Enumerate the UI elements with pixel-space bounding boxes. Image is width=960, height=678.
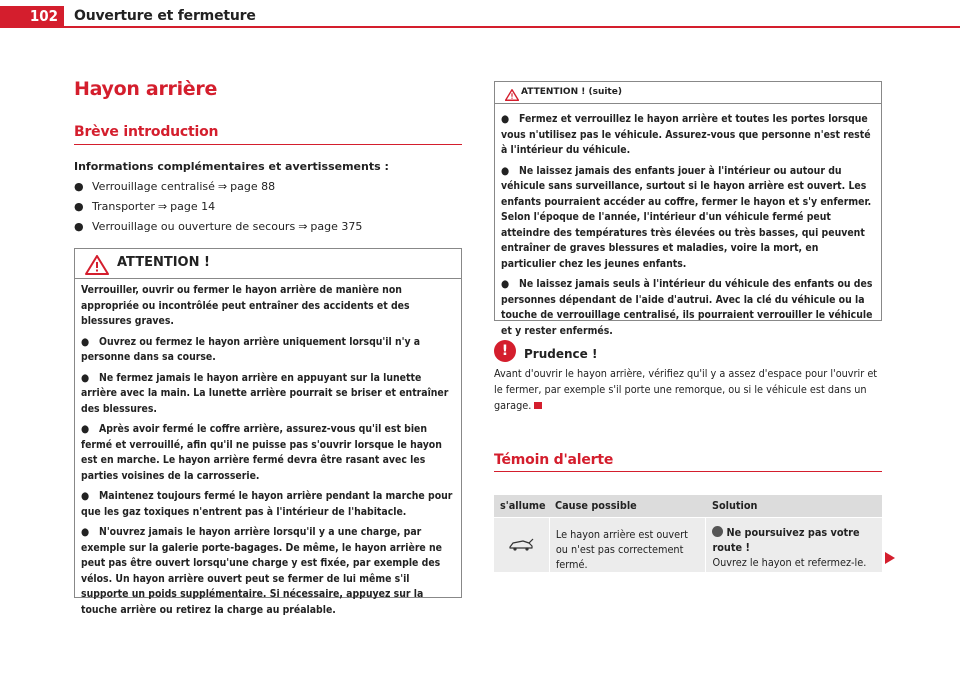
- intro-heading-rule: [74, 144, 462, 145]
- list-item: [74, 179, 362, 199]
- column-header: s'allume: [500, 499, 546, 512]
- bullet-icon: ●: [74, 200, 84, 213]
- column-header: Solution: [712, 499, 758, 512]
- list-item-text: Verrouillage ou ouverture de secours: [92, 220, 296, 233]
- bullet-icon: ●: [81, 335, 90, 348]
- list-item: [74, 199, 362, 219]
- warning-bullet: ● Après avoir fermé le coffre arrière, assurez-vous qu'il est bien fermé et verrouillé, afin qu'il ne puisse pas s'ouvrir lorsque le hayon est en marche. Le hayon arrière fermé devra être rasant avec les parties voisines de la carrosserie.: [81, 423, 442, 482]
- warning-continued-body: [495, 104, 881, 339]
- bullet-icon: ●: [81, 526, 90, 538]
- warning-bullet: ● Ne laissez jamais seuls à l'intérieur du véhicule des enfants ou des personnes dépendant de l'aide d'autrui. Avec la clé du véhicule ou la touche de verrouillage centralisé, ils pourraient verrouiller le véhicule et y rester enfermés.: [501, 278, 873, 337]
- prudence-title: Prudence !: [524, 347, 598, 361]
- cause-cell: Le hayon arrière est ouvert ou n'est pas correctement fermé.: [550, 518, 707, 572]
- bullet-icon: ●: [81, 371, 90, 384]
- warning-continued-header: [495, 82, 881, 104]
- solution-cell: [706, 518, 882, 572]
- list-item-text: Transporter: [92, 200, 155, 213]
- list-item-text: Verrouillage centralisé: [92, 180, 215, 193]
- warning-continued-box: [494, 81, 882, 337]
- intro-heading: Brève introduction: [74, 124, 219, 140]
- info-title: Informations complémentaires et avertissements :: [74, 160, 389, 173]
- warning-triangle-icon: [85, 255, 109, 279]
- next-page-arrow-icon[interactable]: [885, 549, 895, 568]
- warning-bullet: ● Ne laissez jamais des enfants jouer à l'intérieur ou autour du véhicule sans surveillance, surtout si le hayon arrière est ouvert. Les enfants pourraient accéder au coffre, fermer le hayon et s'y enfermer. Selon l'époque de l'année, l'intérieur d'un véhicule fermé peut atteindre des températures très élevées ou très basses, qui peuvent entraîner de graves blessures et maladies, voire la mort, en particulier chez les jeunes enfants.: [501, 164, 872, 270]
- bullet-icon: ●: [74, 180, 84, 193]
- header-title: Ouverture et fermeture: [74, 8, 256, 24]
- bullet-icon: ●: [501, 113, 510, 125]
- warning-title: ATTENTION !: [117, 255, 210, 270]
- bullet-icon: ●: [81, 490, 90, 502]
- arrow-icon: ⇒: [298, 220, 308, 233]
- warning-bullet: ● N'ouvrez jamais le hayon arrière lorsqu'il y a une charge, par exemple sur la galerie porte-bagages. De même, le hayon arrière ne peut pas être ouvert lorsqu'une charge y est fixée, par exemple des vélos. Un hayon arrière ouvert peut se fermer de lui même s'il supporte un poids supplémentaire. Si nécessaire, appuyez sur la touche arrière ou retirez la charge au préalable.: [81, 526, 443, 616]
- prudence-text: Avant d'ouvrir le hayon arrière, vérifiez qu'il y a assez d'espace pour l'ouvrir et le fermer, par exemple s'il porte une remorque, ou si le véhicule est dans un garage.: [494, 367, 878, 412]
- page-reference-link[interactable]: page 88: [230, 180, 276, 193]
- car-tailgate-open-icon: [494, 518, 550, 572]
- temoin-heading-rule: [494, 471, 882, 472]
- table-header: [494, 495, 882, 517]
- bullet-icon: ●: [81, 423, 90, 435]
- table-row: [494, 518, 882, 572]
- header-rule: [0, 26, 960, 28]
- bullet-icon: ●: [501, 164, 510, 177]
- page-reference-link[interactable]: page 375: [310, 220, 363, 233]
- solution-strong: Ne poursuivez pas votre route !: [712, 526, 860, 554]
- warning-continued-title: ATTENTION ! (suite): [521, 87, 622, 97]
- warning-body: [75, 279, 461, 618]
- temoin-heading: Témoin d'alerte: [494, 452, 614, 468]
- warning-bullet: ● Fermez et verrouillez le hayon arrière et toutes les portes lorsque vous n'utilisez pas le véhicule. Assurez-vous que personne n'est resté à l'intérieur du véhicule.: [501, 113, 871, 156]
- bullet-icon: ●: [501, 278, 510, 290]
- solution-text: Ouvrez le hayon et refermez-le.: [712, 556, 867, 569]
- warning-triangle-icon: [505, 86, 519, 105]
- section-title: Hayon arrière: [74, 78, 218, 100]
- list-item: [74, 219, 362, 239]
- warning-bullet: ● Ouvrez ou fermez le hayon arrière uniquement lorsqu'il n'y a personne dans sa course.: [81, 335, 421, 363]
- bullet-icon: ●: [74, 220, 84, 233]
- page-reference-link[interactable]: page 14: [170, 200, 216, 213]
- end-of-section-icon: [534, 402, 542, 409]
- arrow-icon: ⇒: [217, 180, 228, 193]
- warning-bullet: ● Ne fermez jamais le hayon arrière en appuyant sur la lunette arrière avec la main. La lunette arrière pourrait se briser et entraîner des blessures.: [81, 371, 449, 415]
- page-header: [0, 0, 960, 27]
- caution-icon: !: [494, 340, 516, 362]
- warning-light-table: [494, 495, 882, 572]
- stop-icon: [712, 526, 723, 537]
- warning-bullet: ● Maintenez toujours fermé le hayon arrière pendant la marche pour que les gaz toxiques n'entrent pas à l'intérieur de l'habitacle.: [81, 490, 453, 518]
- warning-box: [74, 248, 462, 616]
- reference-list: [74, 179, 362, 239]
- warning-intro: Verrouiller, ouvrir ou fermer le hayon arrière de manière non appropriée ou incontrôlée peut entraîner des accidents et des blessures graves.: [81, 284, 410, 327]
- column-header: Cause possible: [555, 499, 637, 512]
- warning-header: [75, 249, 461, 279]
- page-number: 102: [0, 6, 64, 27]
- arrow-icon: ⇒: [157, 200, 168, 213]
